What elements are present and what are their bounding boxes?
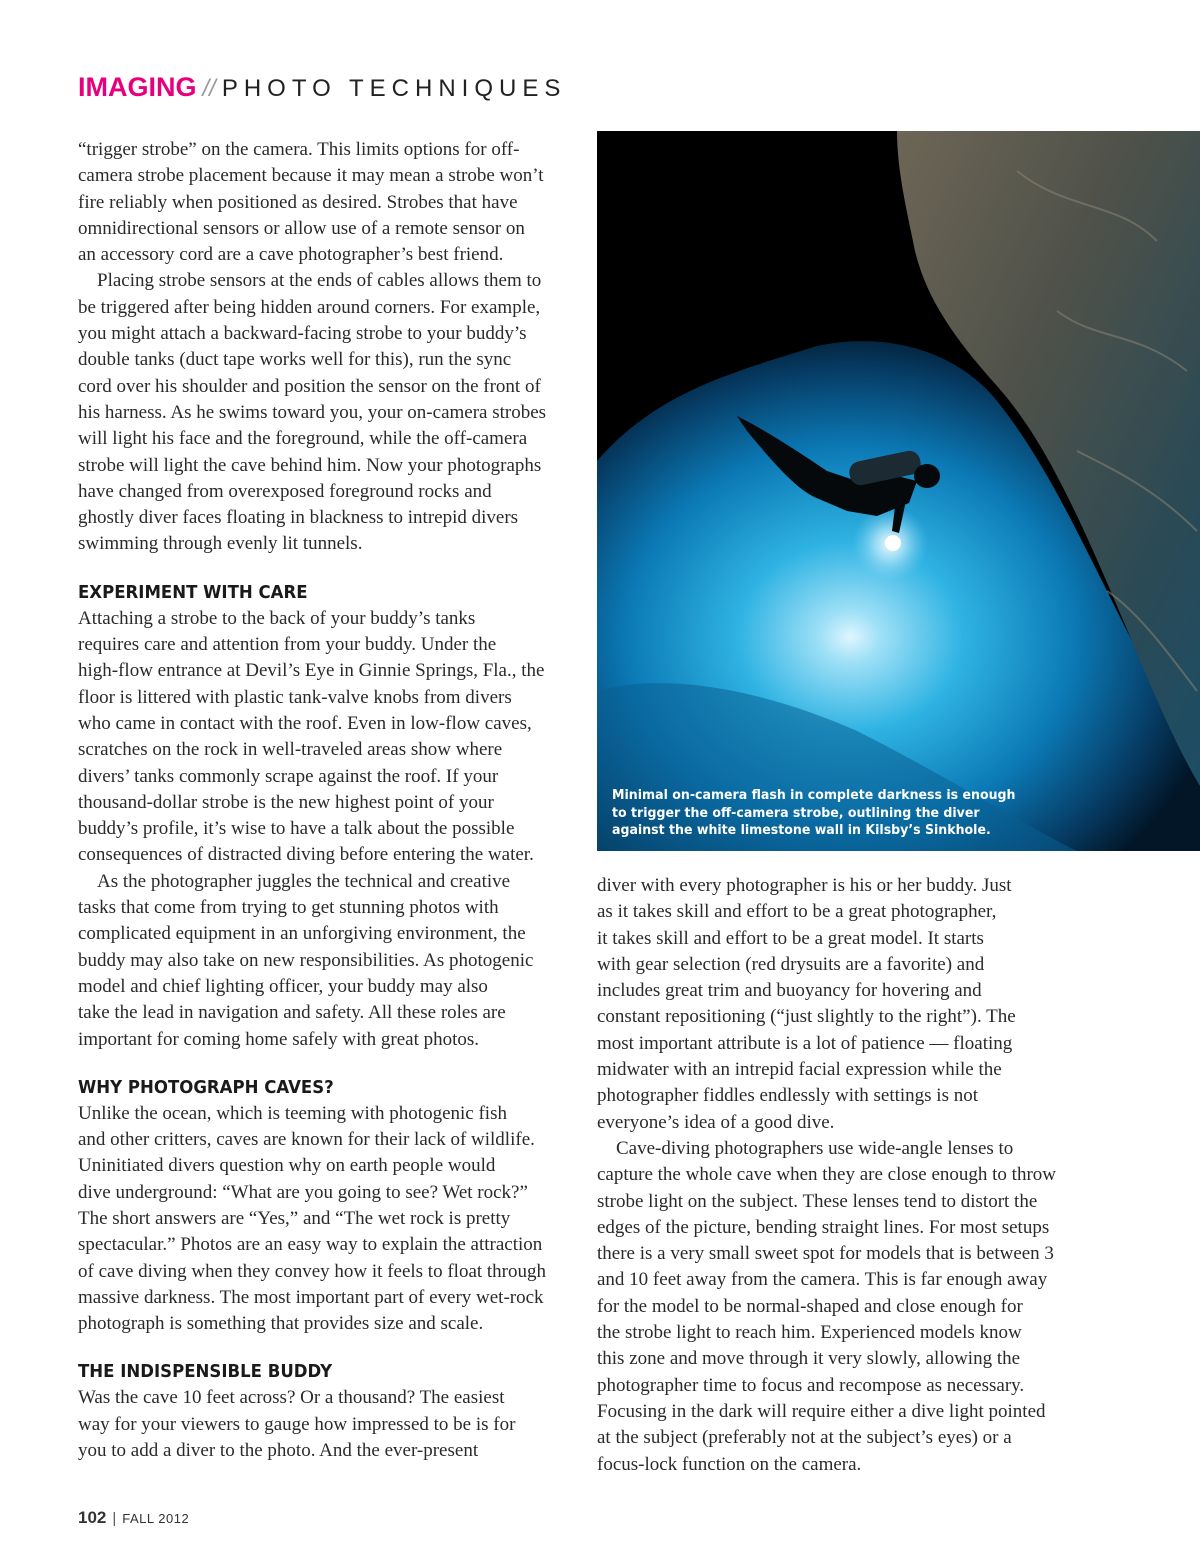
text-line: Unlike the ocean, which is teeming with photogenic fish [78,1102,507,1124]
text-line: strobe will light the cave behind him. Now your photographs [78,454,542,476]
left-column [78,137,560,1464]
text-line: divers’ tanks commonly scrape against the roof. If your [78,765,499,787]
text-line: ghostly diver faces floating in blackness to intrepid divers [78,507,519,529]
text-line: Was the cave 10 feet across? Or a thousand? The easiest [78,1387,505,1409]
text-line: everyone’s idea of a good dive. [597,1111,835,1133]
text-line: omnidirectional sensors or allow use of a remote sensor on [78,217,525,239]
text-line: thousand-dollar strobe is the new highest point of your [78,791,494,813]
text-line: this zone and move through it very slowly, allowing the [597,1348,1021,1370]
text-line: constant repositioning (“just slightly to the right”). The [597,1006,1016,1028]
text-line: diver with every photographer is his or her buddy. Just [597,875,1012,896]
text-line: massive darkness. The most important part of every wet-rock [78,1286,544,1308]
paragraph [597,873,1089,1136]
text-line: photograph is something that provides size and scale. [78,1313,484,1335]
photo-caption [612,787,1042,840]
caption-line: to trigger the off-camera strobe, outlining the diver [612,804,980,821]
paragraph [78,268,560,557]
subheading-buddy: THE INDISPENSIBLE BUDDY [78,1361,333,1383]
text-line: model and chief lighting officer, your buddy may also [78,975,488,997]
issue-label: FALL 2012 [122,1511,190,1526]
text-line: it takes skill and effort to be a great model. It starts [597,927,984,949]
section-header [78,72,566,112]
text-line: complicated equipment in an unforgiving environment, the [78,923,526,945]
text-line: “trigger strobe” on the camera. This limits options for off- [78,139,520,160]
text-line: edges of the picture, bending straight lines. For most setups [597,1216,1050,1238]
text-line: be triggered after being hidden around corners. For example, [78,296,541,318]
text-line: at the subject (preferably not at the subject’s eyes) or a [597,1427,1012,1449]
text-line: capture the whole cave when they are close enough to throw [597,1164,1056,1186]
section-title: IMAGING [78,72,197,102]
text-line: midwater with an intrepid facial expression while the [597,1059,1002,1081]
text-line: with gear selection (red drysuits are a favorite) and [597,953,985,975]
text-line: fire reliably when positioned as desired. Strobes that have [78,191,518,213]
text-line: his harness. As he swims toward you, your on-camera strobes [78,401,547,423]
section-subtitle: PHOTO TECHNIQUES [221,75,567,102]
text-line: double tanks (duct tape works well for this), run the sync [78,349,512,371]
text-line: Placing strobe sensors at the ends of cables allows them to [97,270,542,292]
text-line: photographer fiddles endlessly with settings is not [597,1085,979,1107]
caption-line: Minimal on-camera flash in complete darkness is enough [612,787,1016,803]
cave-diver-photo [597,131,1200,851]
text-line: have changed from overexposed foreground rocks and [78,480,492,502]
text-line: way for your viewers to gauge how impressed to be is for [78,1413,516,1435]
text-line: As the photographer juggles the technical and creative [97,870,511,892]
text-line: buddy may also take on new responsibilities. As photogenic [78,949,534,971]
text-line: buddy’s profile, it’s wise to have a talk about the possible [78,818,515,840]
caption-line: against the white limestone wall in Kilsby’s Sinkhole. [612,822,991,838]
paragraph [597,1136,1089,1478]
text-line: tasks that come from trying to get stunning photos with [78,897,499,919]
text-line: swimming through evenly lit tunnels. [78,533,363,555]
page-footer [78,1508,189,1528]
text-line: strobe light on the subject. These lenses tend to distort the [597,1190,1038,1212]
text-line: camera strobe placement because it may mean a strobe won’t [78,165,544,187]
text-line: you might attach a backward-facing strobe to your buddy’s [78,323,527,345]
text-line: floor is littered with plastic tank-valve knobs from divers [78,686,512,708]
text-line: you to add a diver to the photo. And the ever-present [78,1440,479,1462]
paragraph [78,1101,560,1338]
text-line: dive underground: “What are you going to see? Wet rock?” [78,1181,528,1203]
paragraph [78,137,560,268]
cave-diver-illustration [597,131,1200,851]
text-line: and other critters, caves are known for their lack of wildlife. [78,1129,535,1151]
header-separator: // [202,75,216,102]
subheading-experiment: EXPERIMENT WITH CARE [78,581,308,603]
text-line: The short answers are “Yes,” and “The wet rock is pretty [78,1207,511,1229]
text-line: Focusing in the dark will require either a dive light pointed [597,1400,1046,1422]
text-line: as it takes skill and effort to be a great photographer, [597,901,997,923]
page-number: 102 [78,1508,107,1527]
text-line: Uninitiated divers question why on earth people would [78,1155,496,1177]
footer-separator: | [112,1510,117,1527]
text-line: take the lead in navigation and safety. All these roles are [78,1002,506,1024]
text-line: for the model to be normal-shaped and close enough for [597,1295,1023,1317]
text-line: consequences of distracted diving before entering the water. [78,844,534,866]
text-line: photographer time to focus and recompose as necessary. [597,1374,1025,1396]
right-column [597,873,1089,1478]
text-line: and 10 feet away from the camera. This is far enough away [597,1269,1048,1291]
text-line: most important attribute is a lot of patience — floating [597,1032,1013,1054]
text-line: an accessory cord are a cave photographer’s best friend. [78,244,504,266]
text-line: the strobe light to reach him. Experienced models know [597,1322,1022,1344]
text-line: requires care and attention from your buddy. Under the [78,634,497,656]
text-line: cord over his shoulder and position the sensor on the front of [78,375,541,397]
text-line: who came in contact with the roof. Even in low-flow caves, [78,712,532,734]
text-line: of cave diving when they convey how it feels to float through [78,1260,547,1282]
text-line: important for coming home safely with great photos. [78,1028,480,1050]
text-line: will light his face and the foreground, while the off-camera [78,428,528,450]
paragraph [78,869,560,1053]
text-line: includes great trim and buoyancy for hovering and [597,980,982,1002]
paragraph [78,1385,560,1464]
text-line: Cave-diving photographers use wide-angle lenses to [616,1137,1014,1159]
text-line: scratches on the rock in well-traveled areas show where [78,739,503,761]
text-line: Attaching a strobe to the back of your buddy’s tanks [78,607,476,629]
text-line: high-flow entrance at Devil’s Eye in Ginnie Springs, Fla., the [78,660,545,682]
paragraph [78,606,560,869]
text-line: focus-lock function on the camera. [597,1453,862,1475]
text-line: there is a very small sweet spot for models that is between 3 [597,1243,1054,1265]
subheading-why-caves: WHY PHOTOGRAPH CAVES? [78,1076,334,1098]
text-line: spectacular.” Photos are an easy way to explain the attraction [78,1234,543,1256]
